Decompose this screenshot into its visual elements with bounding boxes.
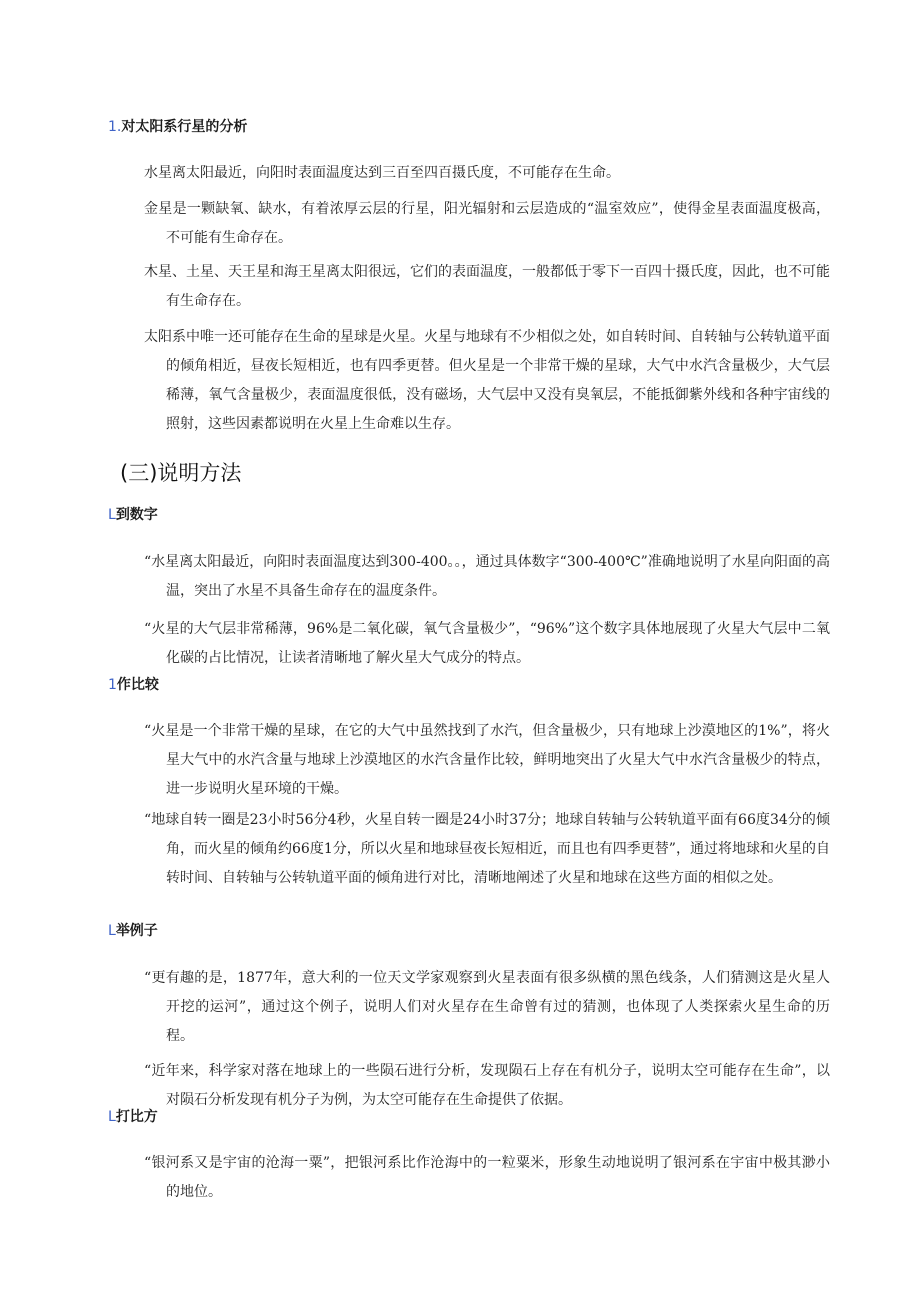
- paragraph-numbers-2: “火星的大气层非常稀薄，96%是二氧化碳，氧气含量极少”，“96%”这个数字具体地展现了火星大气层中二氧化碳的占比情况，让读者清晰地了解火星大气成分的特点。: [144, 621, 830, 666]
- method-heading-comparison: [108, 674, 159, 694]
- paragraph-mercury: 水星离太阳最近，向阳时表面温度达到三百至四百摄氏度，不可能存在生命。: [144, 165, 620, 181]
- paragraph-mars: 太阳系中唯一还可能存在生命的星球是火星。火星与地球有不少相似之处，如自转时间、自转轴与公转轨道平面的倾角相近，昼夜长短相近，也有四季更替。但火星是一个非常干燥的星球，大气中水汽含量极少，大气层稀薄，氧气含量极少，表面温度很低，没有磁场，大气层中又没有臭氧层，不能抵御紫外线和各种宇宙线的照射，这些因素都说明在火星上生命难以生存。: [144, 329, 830, 432]
- method-heading-metaphor: [108, 1106, 158, 1126]
- paragraph-comparison-2: “地球自转一圈是23小时56分4秒，火星自转一圈是24小时37分；地球自转轴与公转轨道平面有66度34分的倾角，而火星的倾角约66度1分，所以火星和地球昼夜长短相近，而且也有四季更替”，通过将地球和火星的自转时间、自转轴与公转轨道平面的倾角进行对比，清晰地阐述了火星和地球在这些方面的相似之处。: [144, 812, 830, 886]
- method-marker: 1: [108, 677, 117, 693]
- paragraph-outer-planets: 木星、土星、天王星和海王星离太阳很远，它们的表面温度，一般都低于零下一百四十摄氏度，因此，也不可能有生命存在。: [144, 264, 830, 309]
- method-marker: L: [108, 1109, 116, 1125]
- method-label: 打比方: [115, 1109, 158, 1125]
- method-label: 作比较: [116, 677, 159, 693]
- paragraph-examples-1: “更有趣的是，1877年，意大利的一位天文学家观察到火星表面有很多纵横的黑色线条，人们猜测这是火星人开挖的运河”，通过这个例子，说明人们对火星存在生命曾有过的猜测，也体现了人类探索火星生命的历程。: [144, 970, 830, 1044]
- section-title-methods: (三)说明方法: [120, 461, 242, 485]
- method-label: 举例子: [115, 923, 158, 939]
- paragraph-comparison-1: “火星是一个非常干燥的星球，在它的大气中虽然找到了水汽，但含量极少，只有地球上沙漠地区的1%”，将火星大气中的水汽含量与地球上沙漠地区的水汽含量作比较，鲜明地突出了火星大气中水汽含量极少的特点，进一步说明火星环境的干燥。: [144, 723, 830, 797]
- section-heading-planet-analysis: [108, 116, 247, 136]
- heading-text: 对太阳系行星的分析: [121, 119, 248, 135]
- paragraph-numbers-1: “水星离太阳最近，向阳时表面温度达到300-400。。，通过具体数字“300-400℃”准确地说明了水星向阳面的高温，突出了水星不具备生命存在的温度条件。: [144, 554, 830, 599]
- method-marker: L: [108, 923, 116, 939]
- paragraph-metaphor-1: “银河系又是宇宙的沧海一粟”，把银河系比作沧海中的一粒粟米，形象生动地说明了银河系在宇宙中极其渺小的地位。: [144, 1155, 830, 1200]
- heading-number: 1.: [108, 119, 122, 135]
- method-heading-numbers: [108, 504, 158, 524]
- paragraph-venus: 金星是一颗缺氧、缺水，有着浓厚云层的行星，阳光辐射和云层造成的“温室效应”，使得金星表面温度极高，不可能有生命存在。: [144, 201, 830, 246]
- paragraph-examples-2: “近年来，科学家对落在地球上的一些陨石进行分析，发现陨石上存在有机分子，说明太空可能存在生命”，以对陨石分析发现有机分子为例，为太空可能存在生命提供了依据。: [144, 1063, 830, 1108]
- method-marker: L: [108, 507, 116, 523]
- method-heading-examples: [108, 920, 158, 940]
- method-label: 到数字: [115, 507, 158, 523]
